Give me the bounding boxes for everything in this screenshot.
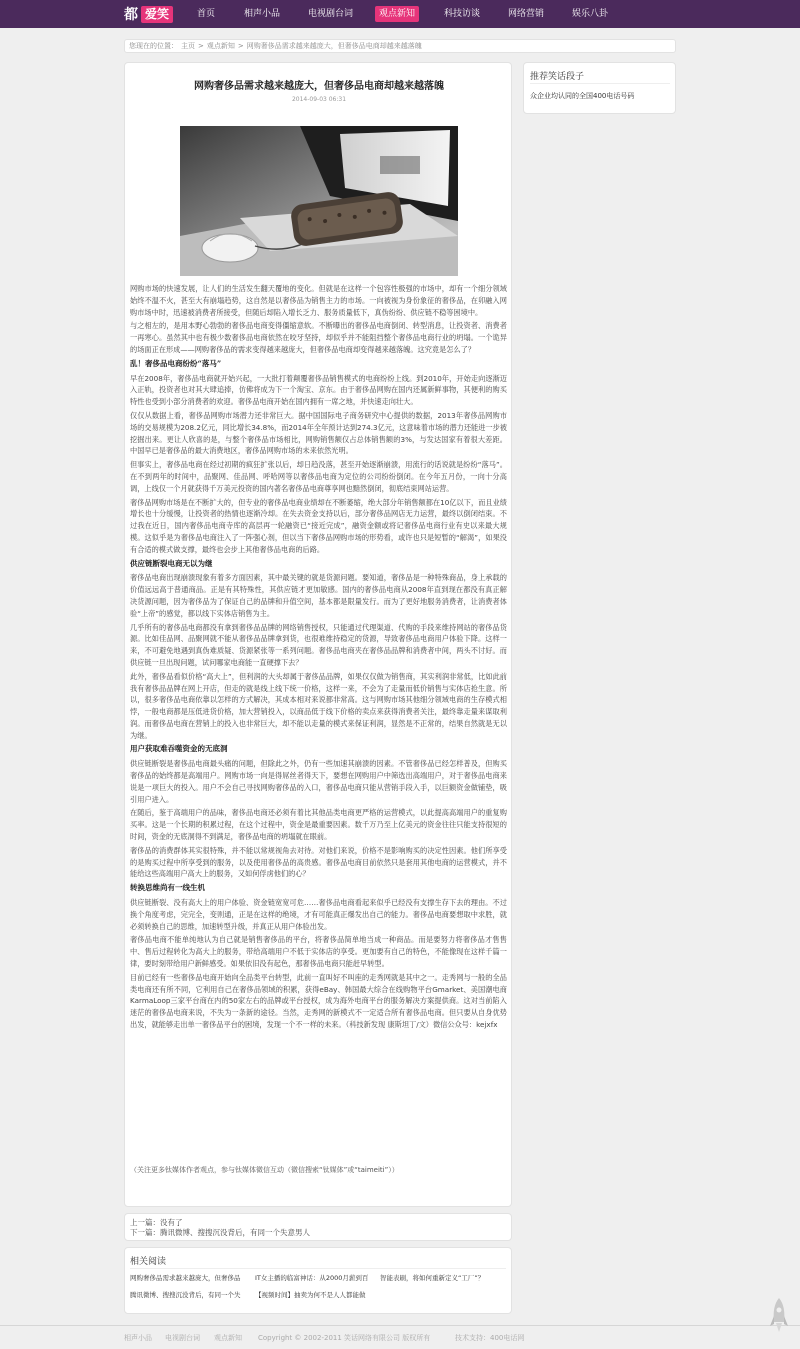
article-paragraph: 几乎所有的奢侈品电商都没有拿到奢侈品品牌的网络销售授权，只能通过代理渠道、代购的手段来维持网站的奢侈品货源。比如佳品网、品聚网就不能从奢侈品品牌拿到货，也很难维持稳定的货源，导致奢侈品电商用户体验下降。这样一来，不可避免地遇到真伪难质疑、货源紧张等一系列问题。奢侈品电商夹在奢侈品品牌和消费者中间，两头不讨好。而供应链一旦出现问题，试问哪家电商能一直硬撑下去？ — [130, 622, 507, 667]
article-paragraph: 与之相左的，是用本野心勃勃的奢侈品电商变得僵缩意软。不断曝出的奢侈品电商倒闭、转型消息，让投资者、消费者一再寒心。虽然其中也有极少数奢侈品电商依然在咬牙坚持，却似乎并不能阻挡整个奢侈品电商行业的坍塌。一个诡异的场面正在形成——网购奢侈品的需求变得越来越庞大，但奢侈品电商却变得越来越落魄。这究竟是怎么了？ — [130, 321, 507, 354]
sidebar-recommend-panel — [523, 62, 676, 114]
article-paragraph: 供应链断裂、没有高大上的用户体验、资金链宽宽可危……奢侈品电商看起来似乎已经没有支撑生存下去的理由。不过换个角度考虑，完完全，变则通，正是在这样的绝境，才有可能真正爆发出自己的能力。奢侈品电商要想取中求胜，就必须转换自己的思维，加速转型升级，并真正从用户体验出发。 — [130, 898, 507, 931]
breadcrumb-current: 网购奢侈品需求越来越庞大，但奢侈品电商却越来越落魄 — [246, 42, 422, 50]
article-follow-note: （关注更多钛媒体作者观点，参与钛媒体微信互动（微信搜索“钛媒体”或“taimeiti”）） — [130, 1166, 399, 1174]
nav-item-home[interactable]: 首页 — [197, 9, 216, 19]
article-subheading: 乱！奢侈品电商纷纷“落马” — [130, 358, 222, 368]
back-to-top-rocket-icon[interactable] — [770, 1296, 788, 1336]
nav-item-xiangsheng[interactable]: 相声小品 — [244, 9, 281, 19]
footer-tech-support: 技术支持：400电话网 — [455, 1334, 525, 1342]
prev-article — [130, 1218, 506, 1228]
breadcrumb-home-link[interactable]: 主页 — [181, 42, 195, 50]
related-link[interactable]: 网购奢侈品需求越来越庞大，但奢侈品 — [130, 1274, 241, 1282]
next-label: 下一篇： — [130, 1228, 160, 1237]
article-paragraph: 但事实上，奢侈品电商在经过初期的疯狂扩张以后，却日趋没落，甚至开始逐渐崩溃，用流行的话说就是纷纷“落马”。在不到两年的时间中，品聚网、佳品网、呼哈网等以奢侈品电商为定位的公司纷纷倒闭。在今年五月份，一向十分高调，上线仅一个月就获得千万美元投资的国内著名奢侈品电商尊享网也黯然倒闭，彻底结束网站运营。 — [130, 460, 507, 493]
related-link[interactable]: IT女主播的临富神话：从2000月薪到百 — [255, 1274, 369, 1282]
article-image — [180, 126, 458, 276]
footer — [0, 1325, 800, 1349]
nav-item-marketing[interactable]: 网络营销 — [508, 9, 545, 19]
article-body — [130, 283, 507, 1033]
breadcrumb-separator: > — [198, 42, 204, 50]
article-paragraph: 供应链断裂是奢侈品电商最头痛的问题，但除此之外，仍有一些加速其崩溃的因素。不管奢侈品已经怎样普及，但购买奢侈品的始终都是高端用户。网购市场一向是得屌丝者得天下，要想在网购用户中筛选出高端用户，对于奢侈品电商来说是一项巨大的投入。用户不会自己寻找网购奢侈品的入口，奢侈品电商只能从营销手段入手，以巨额资金做铺垫，吸引用户进入。 — [130, 759, 507, 804]
footer-link[interactable]: 电视剧台词 — [165, 1334, 200, 1342]
article-title: 网购奢侈品需求越来越庞大，但奢侈品电商却越来越落魄 — [194, 81, 444, 92]
prev-label: 上一篇： — [130, 1218, 160, 1227]
breadcrumb-separator: > — [237, 42, 244, 50]
top-navbar — [0, 0, 800, 28]
article-subheading: 转换思维尚有一线生机 — [130, 883, 205, 893]
article-paragraph: 奢侈品的消费群体其实很特殊，并不能以常规视角去对待。对他们来说，价格不是影响购买的决定性因素。他们所享受的是购买过程中所享受到的服务，以及使用奢侈品的高贵感。奢侈品电商目前依然只是套用其他电商的运营模式，并不能给这些高端用户高大上的服务，又如何俘虏他们的心？ — [130, 845, 507, 879]
next-article — [130, 1228, 506, 1238]
logo-text-main: 都 — [124, 7, 138, 23]
article-panel — [124, 62, 512, 1207]
related-title: 相关阅读 — [130, 1257, 167, 1267]
related-link[interactable]: 腾讯微博、搜搜沉没背后，有同一个失 — [130, 1291, 241, 1299]
article-paragraph: 此外，奢侈品看似价格“高大上”，但利润的大头却属于奢侈品品牌，如果仅仅做为销售商，其实利润非常低，比如此前我有奢侈品品牌在网上开店，但走的就是线上线下统一价格，这样一来，不会为了走量而低价销售与实体店抢生意。所以，很多奢侈品电商依靠以怎样的方式解决，其成本相对来说都非常高。这与网购市场其他细分领域电商的生存模式相悖，一般电商都是压低进货价格，加大营销投入，以商品低于线下价格的卖点来获得消费者关注，最终靠走量来谋取利润。而奢侈品电商在营销上的投入也非常巨大，却不能以走量的模式来保证利润，显然是不正常的，结果自然就是无以为继。 — [130, 671, 507, 740]
article-paragraph: 奢侈品电商出现崩溃现象有着多方面因素，其中最关键的就是货源问题。要知道，奢侈品是一种特殊商品，身上承载的价值远远高于普通商品。正是有其特殊性，其供应链才更加敏感。国内的奢侈品电商从2008年直到现在都没有真正解决货源问题，因为奢侈品为了保证自己的品牌和升值空间，基本都是限量发行。而为了更好地服务消费者，让消费者体验“上帝”的感觉，都以线下实体店销售为主。 — [130, 573, 507, 618]
breadcrumb-section-link[interactable]: 观点新知 — [206, 42, 235, 50]
site-logo[interactable] — [124, 5, 173, 23]
breadcrumb-prefix: 您现在的位置： — [129, 42, 178, 50]
article-subheading: 供应链断裂电商无以为继 — [130, 558, 213, 568]
footer-link[interactable]: 相声小品 — [124, 1334, 152, 1342]
related-link[interactable]: 智能表刷，将如何重新定义“工厂”？ — [380, 1274, 485, 1282]
article-paragraph: 网购市场的快速发展，让人们的生活发生翻天覆地的变化。但就是在这样一个包容性极强的市场中，却有一个细分领域始终不温不火，甚至大有崩塌趋势，这自然是以奢侈品为销售主力的市场。一向被视为身份象征的奢侈品，在卯融入网购市场中时，迅速被消费者所接受，但随后却陷入增长乏力、服务质量低下，真伪纷纷、供应链不稳等困境中。 — [130, 284, 507, 317]
article-paragraph: 在随后，鉴于高端用户的品味，奢侈品电商还必须有着比其他品类电商更严格的运营模式，以此提高高端用户的重复购买率。这是一个长期的积累过程，在这个过程中，资金是最重要因素。数千万乃至上亿美元的资金往往只能支持很短的时间，资金的无底洞得不到满足，奢侈品电商的坍塌就在眼前。 — [130, 808, 507, 842]
nav-item-opinions[interactable]: 观点新知 — [375, 6, 419, 22]
nav-item-tv-lines[interactable]: 电视剧台词 — [308, 9, 354, 19]
prev-link[interactable]: 没有了 — [160, 1218, 183, 1227]
divider — [130, 1268, 506, 1269]
related-reading-panel — [124, 1247, 512, 1314]
related-link[interactable]: 【视频时间】抽卖为何不是人人都能做 — [255, 1291, 366, 1299]
divider — [530, 83, 670, 84]
logo-text-badge: 爱笑 — [141, 6, 173, 23]
next-link[interactable]: 腾讯微博、搜搜沉没背后，有同一个失意男人 — [160, 1228, 310, 1237]
article-paragraph: 早在2008年，奢侈品电商就开始兴起，一大批打着颠覆奢侈品销售模式的电商纷纷上线。到2010年，开始走向逐渐迈入正轨，投资者也对其大肆追捧，仿佛将成为下一个淘宝、京东。由于奢侈品网购在国内还属新鲜事物，其便利的购买特性也受到小部分消费者的欢迎。奢侈品电商开始在国内拥有一席之地，并快速走向壮大。 — [130, 373, 507, 407]
article-paragraph: 目前已经有一些奢侈品电商开始向全品类平台转型，此前一直叫好不叫座的走秀网就是其中之一。走秀网与一般的全品类电商还有所不同，它利用自己在奢侈品领域的积累，获得eBay、韩国最大综合在线购物平台Gmarket、美国潮电商KarmaLoop三家平台商在内的50家左右的品牌或平台授权，成为海外电商平台的服务解决方案提供商。这对当前陷入迷茫的奢侈品电商来说，不失为一条新的途径。当然，走秀网的新模式不一定适合所有奢侈品电商。但只要从自身优势出发，就能够走出单一奢侈品平台的困境，发现一个不一样的未来。（科技新发现 康斯坦丁/文）微信公众号：kejxfx — [130, 972, 507, 1030]
article-subheading: 用户获取难吞噬资金的无底洞 — [130, 744, 228, 754]
breadcrumb — [124, 39, 676, 53]
footer-copyright: Copyright © 2002-2011 笑话网络有限公司 版权所有 — [258, 1334, 431, 1342]
article-paragraph: 奢侈品电商不能单纯地认为自己就是销售奢侈品的平台，将奢侈品简单地当成一种商品。而是要努力将奢侈品才售售中、售后过程转化为高大上的服务，带给高端用户不低于实体店的享受。更加要有自己的特色，不能像现在这样千篇一律，要时刻带给用户新鲜感受。如果依旧没有起色，那奢侈品电商只能赶早转型。 — [130, 935, 507, 969]
sidebar-title: 推荐笑话段子 — [530, 72, 585, 82]
article-paragraph: 奢侈品网购市场是在不断扩大的，但专业的奢侈品电商业绩却在不断萎缩，绝大部分年销售额都在10亿以下，而且业绩增长也十分缓慢，让投资者的热情也逐渐冷却。在失去资金支持以后，部分奢侈品网店无力运营，最终以倒闭结束。不过我在近日，国内奢侈品电商寺库的高层再一轮融资已“接近完成”，融资金额或将记奢侈品电商行业有史以来最大规模。这似乎是为奢侈品电商注入了一阵强心剂，但以当下奢侈品网购市场的形势看，或许也只是短暂的“解渴”，如果没有合适的模式做支撑，最终也会步上其他奢侈品电商的后路。 — [130, 497, 507, 554]
article-date: 2014-09-03 06:31 — [291, 96, 347, 103]
article-paragraph: 仅仅从数据上看，奢侈品网购市场潜力还非常巨大。据中国国际电子商务研究中心提供的数据，2013年奢侈品网购市场的交易规模为208.2亿元，同比增长34.8%，而2014年全年预计达到274.3亿元，这意味着市场的潜力还能进一步被挖掘出来。更让人欣喜的是，与整个奢侈品市场相比，网购销售额仅占总体销售额的3%，与发达国家有着很大差距。中国早已是奢侈品的最大消费地区，奢侈品网购市场的未来依然光明。 — [130, 410, 507, 456]
sidebar-link[interactable]: 众企业均认同的全国400电话号码 — [530, 92, 635, 100]
laptop-mouse-photo — [180, 126, 458, 276]
prev-next-panel — [124, 1213, 512, 1241]
nav-item-tech-interview[interactable]: 科技访谈 — [444, 9, 481, 19]
nav-item-entertainment[interactable]: 娱乐八卦 — [572, 9, 609, 19]
footer-link[interactable]: 观点新知 — [214, 1334, 242, 1342]
